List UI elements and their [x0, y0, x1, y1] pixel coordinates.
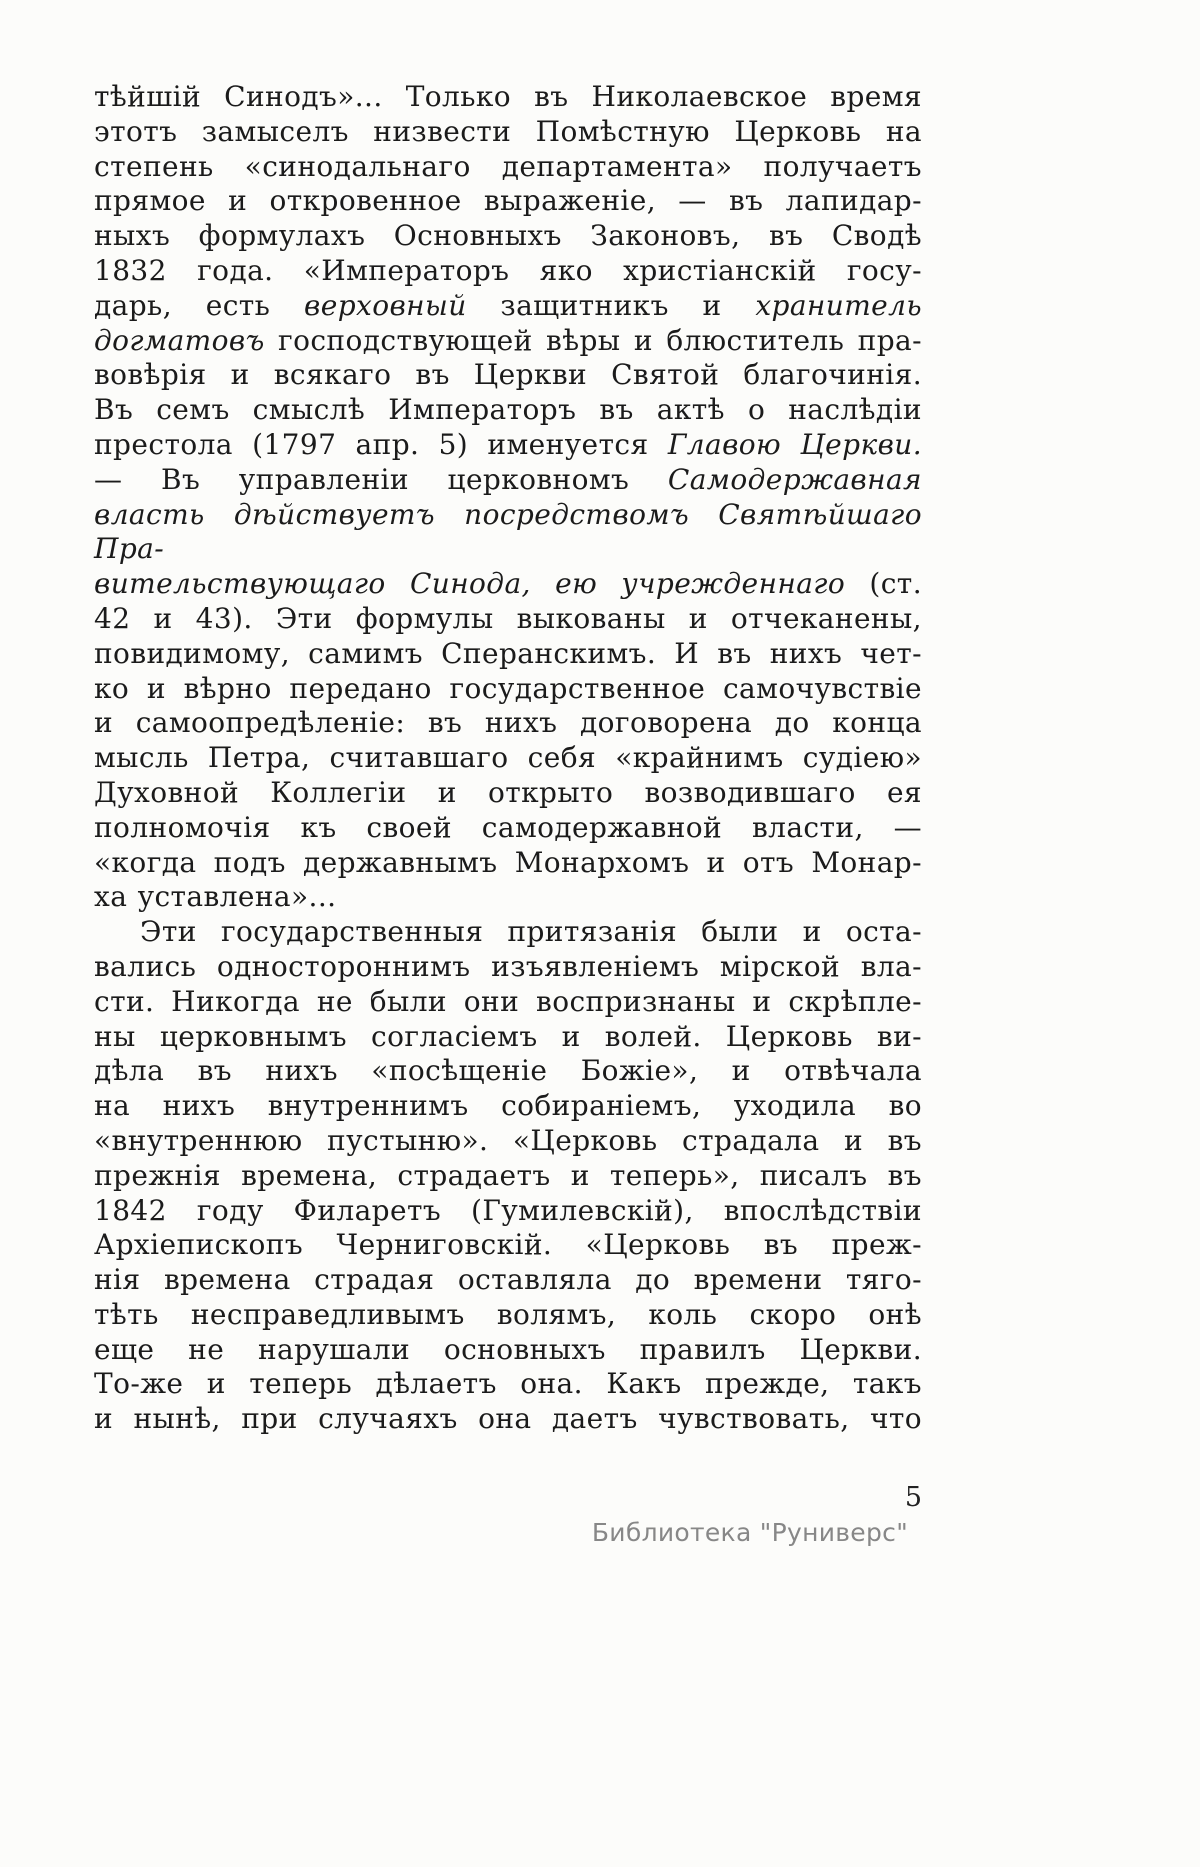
text-run: ныхъ формулахъ Основныхъ Законовъ, въ Сводѣ: [94, 219, 922, 253]
text-line: [94, 1124, 922, 1159]
text-run: сти. Никогда не были они воспризнаны и скрѣпле-: [94, 984, 922, 1018]
text-run: тѣйшій Синодъ»... Только въ Николаевское время: [94, 80, 922, 113]
text-line: [94, 1089, 922, 1124]
text-run-italic: власть дѣйствуетъ посредствомъ Святѣйшаго Пра-: [94, 497, 922, 566]
text-line: [94, 1159, 922, 1194]
text-run: дарь, есть: [94, 288, 305, 322]
text-run: мысль Петра, считавшаго себя «крайнимъ судіею»: [94, 741, 922, 775]
text-line: [94, 463, 922, 498]
text-run: Въ семъ смыслѣ Императоръ въ актѣ о наслѣдіи: [94, 393, 922, 427]
text-line: [94, 254, 922, 289]
text-line: [94, 776, 922, 811]
text-line: [94, 846, 922, 881]
text-run: ко и вѣрно передано государственное самочувствіе: [94, 671, 922, 705]
text-run: и самоопредѣленіе: въ нихъ договорена до конца: [94, 706, 922, 740]
text-run: вались одностороннимъ изъявленіемъ мірской вла-: [94, 949, 922, 983]
text-run: нія времена страдая оставляла до времени тяго-: [94, 1263, 922, 1297]
text-run-italic: Главою Церкви.: [667, 427, 922, 461]
text-run: господствующей вѣры и блюститель пра-: [264, 323, 922, 357]
text-run: «внутреннюю пустыню». «Церковь страдала и въ: [94, 1123, 922, 1157]
text-run: (ст.: [845, 567, 922, 601]
text-line: [94, 637, 922, 672]
text-line: [94, 358, 922, 393]
text-run-italic: Самодержавная: [667, 462, 922, 496]
text-line: [94, 80, 922, 115]
text-run: защитникъ и: [466, 288, 756, 322]
text-run-italic: хранитель: [755, 288, 922, 322]
text-run: 1832 года. «Императоръ яко христіанскій госу-: [94, 253, 922, 287]
text-line: [94, 115, 922, 150]
text-line: [94, 1228, 922, 1263]
text-run: «когда подъ державнымъ Монархомъ и отъ Монар-: [94, 845, 922, 879]
text-run: 1842 году Филаретъ (Гумилевскій), впослѣдствіи: [94, 1193, 922, 1227]
text-run: степень «синодальнаго департамента» получаетъ: [94, 149, 922, 183]
text-line: [94, 706, 922, 741]
watermark: Библиотека "Руниверс": [591, 1518, 908, 1547]
text-run: повидимому, самимъ Сперанскимъ. И въ нихъ чет-: [94, 636, 922, 670]
text-line: [94, 985, 922, 1020]
text-run: полномочія къ своей самодержавной власти, —: [94, 810, 922, 844]
text-run-italic: вительствующаго Синода, ею учрежденнаго: [94, 567, 846, 601]
text-line: [94, 324, 922, 359]
text-run: прямое и откровенное выраженіе, — въ лапидар-: [94, 184, 922, 218]
text-line: [94, 393, 922, 428]
text-run: на нихъ внутреннимъ собираніемъ, уходила во: [94, 1089, 922, 1123]
text-line: [94, 602, 922, 637]
text-line: [94, 289, 922, 324]
text-run: То-же и теперь дѣлаетъ она. Какъ прежде, такъ: [94, 1367, 922, 1401]
page-text: [94, 80, 922, 1437]
text-run: вовѣрія и всякаго въ Церкви Святой благочинія.: [94, 358, 922, 392]
text-line: [94, 1402, 922, 1437]
text-run: дѣла въ нихъ «посѣщеніе Божіе», и отвѣчала: [94, 1054, 922, 1088]
text-run-italic: догматовъ: [94, 323, 265, 357]
text-line: [94, 428, 922, 463]
text-line: [94, 150, 922, 185]
text-line: [94, 880, 922, 915]
text-line: [94, 1020, 922, 1055]
text-run: Духовной Коллегіи и открыто возводившаго ея: [94, 775, 922, 809]
text-run-italic: верховный: [304, 288, 467, 322]
text-run: — Въ управленіи церковномъ: [94, 462, 668, 496]
text-run: и нынѣ, при случаяхъ она даетъ чувствовать, что: [94, 1402, 922, 1436]
text-run: прежнія времена, страдаетъ и теперь», писалъ въ: [94, 1158, 922, 1192]
text-line: [94, 184, 922, 219]
text-line: [94, 915, 922, 950]
text-line: [94, 567, 922, 602]
text-line: [94, 741, 922, 776]
text-run: тѣть несправедливымъ волямъ, коль скоро онѣ: [94, 1297, 922, 1331]
text-line: [94, 672, 922, 707]
text-run: ха уставлена»...: [94, 880, 337, 914]
text-line: [94, 1054, 922, 1089]
text-run: 42 и 43). Эти формулы выкованы и отчеканены,: [94, 601, 922, 635]
text-line: [94, 950, 922, 985]
text-line: [94, 1333, 922, 1368]
text-run: ны церковнымъ согласіемъ и волей. Церковь ви-: [94, 1019, 922, 1053]
text-run: этотъ замыселъ низвести Помѣстную Церковь на: [94, 114, 922, 148]
text-line: [94, 498, 922, 568]
text-line: [94, 1367, 922, 1402]
text-run: Архіепископъ Черниговскій. «Церковь въ преж-: [94, 1228, 922, 1262]
text-line: [94, 811, 922, 846]
text-run: Эти государственныя притязанія были и оста-: [140, 915, 922, 949]
text-run: престола (1797 апр. 5) именуется: [94, 427, 668, 461]
text-line: [94, 1194, 922, 1229]
text-line: [94, 1298, 922, 1333]
text-line: [94, 219, 922, 254]
page-number: 5: [904, 1482, 922, 1513]
text-line: [94, 1263, 922, 1298]
text-run: еще не нарушали основныхъ правилъ Церкви.: [94, 1332, 922, 1366]
